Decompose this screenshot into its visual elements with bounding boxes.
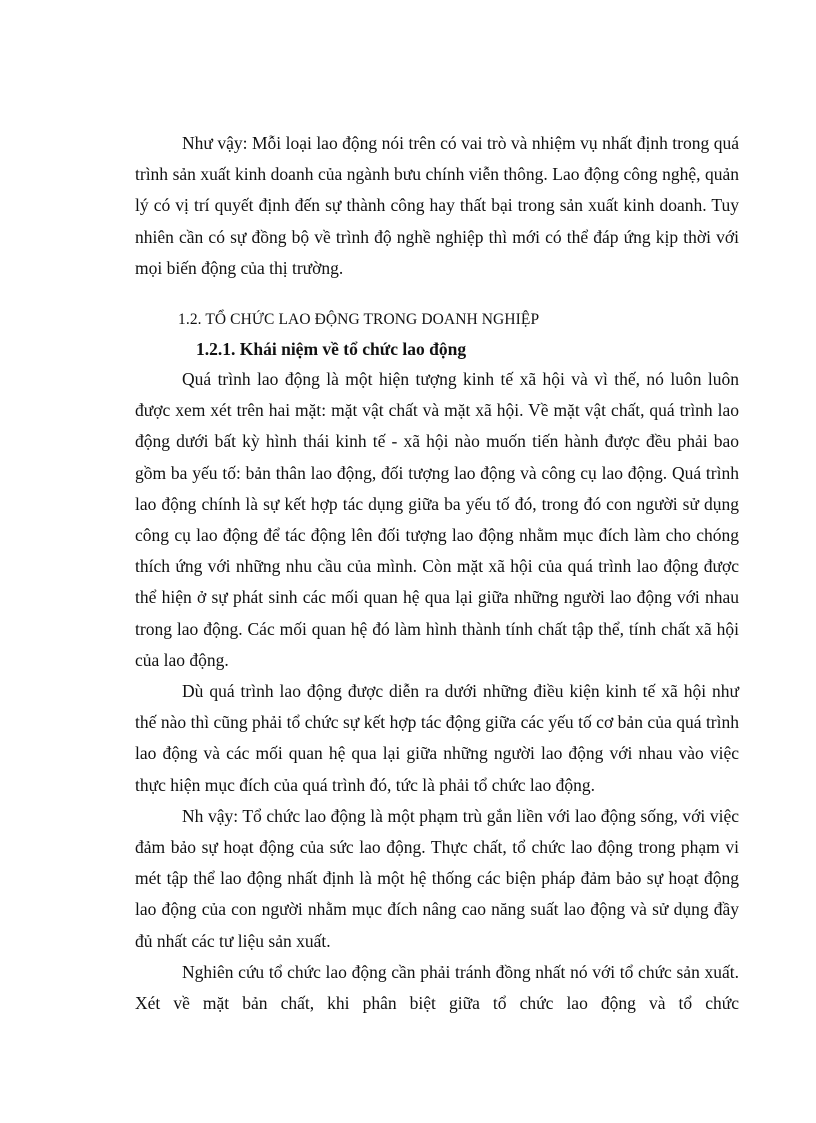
paragraph-intro: Như vậy: Mỗi loại lao động nói trên có vai trò và nhiệm vụ nhất định trong quá trình sản xuất kinh doanh của ngành bưu chính viễn thông. Lao động công nghệ, quản lý có vị trí quyết định đến sự thành công hay thất bại trong sản xuất kinh doanh. Tuy nhiên cần có sự đồng bộ về trình độ nghề nghiệp thì mới có thể đáp ứng kịp thời với mọi biến động của thị trường. [135,133,739,278]
paragraph-2: Dù quá trình lao động được diễn ra dưới những điều kiện kinh tế xã hội như thế nào thì cũng phải tổ chức sự kết hợp tác động giữa các yếu tố cơ bản của quá trình lao động và các mối quan hệ qua lại giữa những người lao động với nhau vào việc thực hiện mục đích của quá trình đó, tức là phải tổ chức lao động. [135,681,739,795]
section-heading: 1.2. TỔ CHỨC LAO ĐỘNG TRONG DOANH NGHIỆP [178,311,540,329]
paragraph-1: Quá trình lao động là một hiện tượng kinh tế xã hội và vì thế, nó luôn luôn được xem xét trên hai mặt: mặt vật chất và mặt xã hội. Về mặt vật chất, quá trình lao động dưới bất kỳ hình thái kinh tế - xã hội nào muốn tiến hành được đều phải bao gồm ba yếu tố: bản thân lao động, đối tượng lao động và công cụ lao động. Quá trình lao động chính là sự kết hợp tác dụng giữa ba yếu tố đó, trong đó con người sử dụng công cụ lao động để tác động lên đối tượng lao động nhằm mục đích làm cho chóng thích ứng với những nhu cầu của mình. Còn mặt xã hội của quá trình lao động được thể hiện ở sự phát sinh các mối quan hệ qua lại giữa những người lao động với nhau trong lao động. Các mối quan hệ đó làm hình thành tính chất tập thể, tính chất xã hội của lao động. [135,369,739,670]
paragraph-4: Nghiên cứu tổ chức lao động cần phải tránh đồng nhất nó với tổ chức sản xuất. Xét về mặt bản chất, khi phân biệt giữa tổ chức lao động và tổ chức [135,961,739,1014]
paragraph-3: Nh vậy: Tổ chức lao động là một phạm trù gắn liền với lao động sống, với việc đảm bảo sự hoạt động của sức lao động. Thực chất, tổ chức lao động trong phạm vi mét tập thể lao động nhất định là một hệ thống các biện pháp đảm bảo sự hoạt động lao động của con người nhằm mục đích nâng cao năng suất lao động và sử dụng đầy đủ nhất các tư liệu sản xuất. [135,805,739,951]
document-page [135,128,739,1019]
subsection-heading: 1.2.1. Khái niệm về tổ chức lao động [196,339,467,360]
